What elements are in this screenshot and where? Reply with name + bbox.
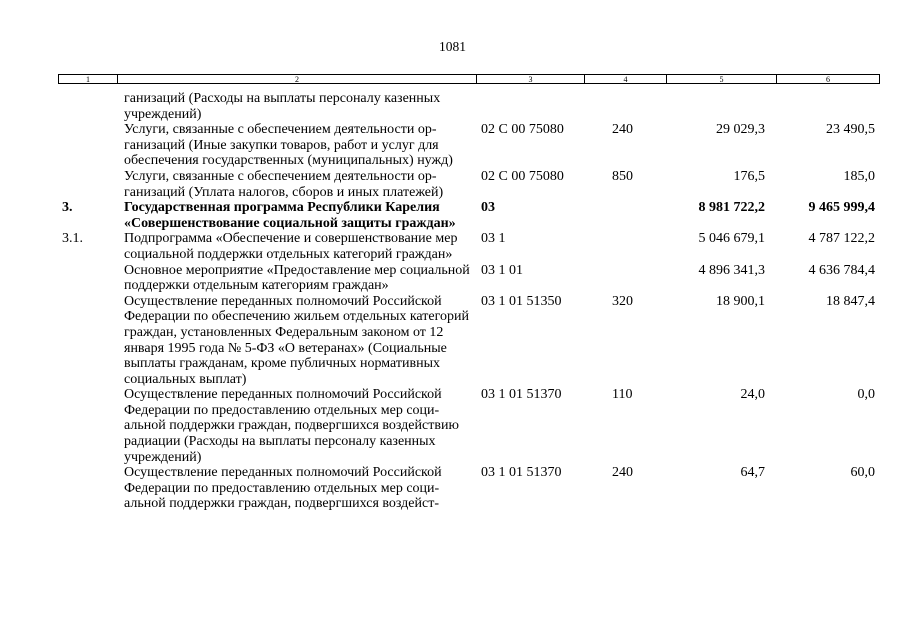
table-row — [0, 231, 905, 262]
row-code: 03 1 01 51370 — [481, 387, 562, 403]
column-header-3: 3 — [477, 75, 585, 83]
row-value-col6: 185,0 — [843, 168, 875, 184]
row-name: Государственная программа Республики Карелия «Совершенствование социальной защиты граждан» — [124, 200, 456, 231]
row-value-col6: 9 465 999,4 — [808, 200, 875, 216]
row-value-col5: 64,7 — [740, 465, 765, 481]
row-name: Услуги, связанные с обеспечением деятельности организаций (Иные закупки товаров, работ и услуг для обеспечения государственных (муниципальных) нужд) — [124, 122, 453, 169]
row-expense-type: 240 — [612, 122, 633, 138]
column-header-6: 6 — [826, 75, 830, 84]
row-value-col6: 0,0 — [857, 387, 875, 403]
row-name: Осуществление переданных полномочий Российской Федерации по обеспечению жильем отдельных категорий граждан, установленных Федеральным законом от 12 января 1995 года № 5-ФЗ «О ветеранах» (Социальные выплаты гражданам, кроме публичных нормативных социальных выплат) — [124, 293, 469, 387]
row-expense-type: 110 — [612, 387, 633, 403]
row-name: Основное мероприятие «Предоставление мер социальной поддержки отдельным категориям граждан» — [124, 262, 470, 294]
row-value-col6: 60,0 — [850, 465, 875, 481]
row-value-col5: 24,0 — [740, 387, 765, 403]
row-name: Осуществление переданных полномочий Российской Федерации по предоставлению отдельных мер социальной поддержки граждан, подвергшихся воздействию радиации (Расходы на выплаты персоналу казенных учреждений) — [124, 387, 459, 465]
row-number: 3. — [62, 200, 73, 216]
column-header-2: 2 — [118, 75, 477, 83]
table-row — [0, 122, 905, 169]
table-row — [0, 387, 905, 465]
row-expense-type: 320 — [612, 293, 633, 309]
row-name: Услуги, связанные с обеспечением деятельности организаций (Уплата налогов, сборов и иных платежей) — [124, 168, 444, 200]
row-expense-type: 240 — [612, 465, 633, 481]
row-value-col6: 4 787 122,2 — [808, 231, 875, 247]
row-value-col6: 18 847,4 — [826, 293, 875, 309]
row-expense-type: 850 — [612, 168, 633, 184]
row-code: 03 1 — [481, 231, 506, 247]
row-code: 02 С 00 75080 — [481, 122, 564, 138]
column-header-1: 1 — [59, 75, 118, 83]
row-value-col5: 176,5 — [733, 168, 765, 184]
table-row — [0, 263, 905, 294]
page-number: 1081 — [439, 39, 466, 54]
row-name: ганизаций (Расходы на выплаты персоналу казенных учреждений) — [124, 91, 441, 122]
row-code: 03 1 01 — [481, 262, 523, 278]
table-row — [0, 200, 905, 231]
row-value-col5: 29 029,3 — [716, 122, 765, 138]
table-column-header-row — [58, 74, 880, 84]
column-header-4: 4 — [585, 75, 667, 83]
table-row — [0, 294, 905, 388]
row-code: 03 1 01 51370 — [481, 465, 562, 481]
row-code: 03 — [481, 200, 495, 216]
table-row — [0, 91, 905, 122]
row-value-col6: 23 490,5 — [826, 122, 875, 138]
row-code: 03 1 01 51350 — [481, 293, 562, 309]
row-code: 02 С 00 75080 — [481, 168, 564, 184]
table-row — [0, 169, 905, 200]
row-number: 3.1. — [62, 231, 83, 247]
row-value-col5: 18 900,1 — [716, 293, 765, 309]
row-value-col5: 4 896 341,3 — [698, 262, 765, 278]
row-name: Подпрограмма «Обеспечение и совершенствование мер социальной поддержки отдельных категорий граждан» — [124, 231, 458, 262]
table-row — [0, 465, 905, 512]
row-value-col6: 4 636 784,4 — [808, 262, 875, 278]
row-value-col5: 8 981 722,2 — [698, 200, 765, 216]
table-body — [0, 91, 905, 512]
row-value-col5: 5 046 679,1 — [698, 231, 765, 247]
column-header-5: 5 — [667, 75, 777, 83]
row-name: Осуществление переданных полномочий Российской Федерации по предоставлению отдельных мер социальной поддержки граждан, подвергшихся воздейст- — [124, 465, 442, 512]
